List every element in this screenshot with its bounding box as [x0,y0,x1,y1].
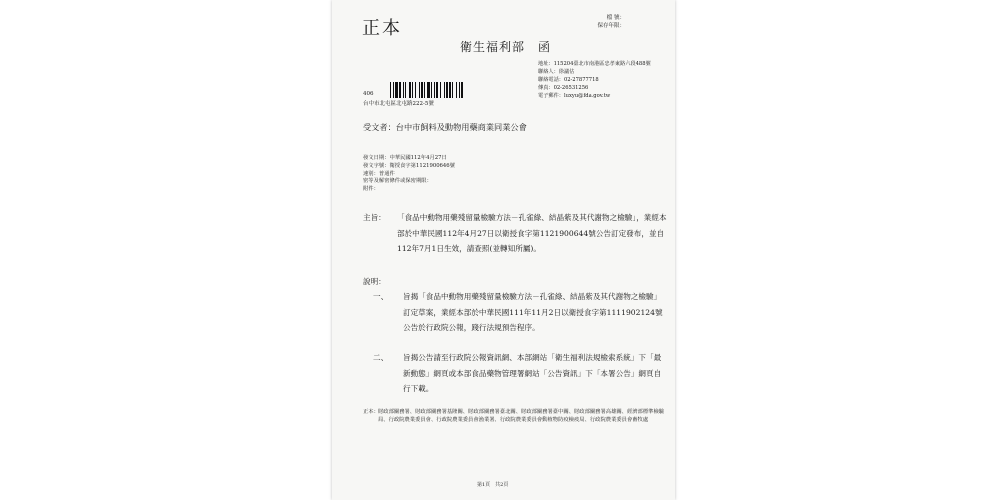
file-info [577,14,625,30]
contact-fax: 傳真：02-26531256 [538,84,589,91]
mail-address: 台中市北屯區北屯路222-5號 [363,101,434,107]
letterhead: 衛生福利部 函 [460,40,552,54]
explanation-item [373,350,663,397]
item-number: 一、 [373,292,389,301]
item-text: 旨揭「食品中動物用藥殘留量檢驗方法－孔雀綠、結晶紫及其代謝物之檢驗」訂定草案，業經本部於中華民國111年11月2日以衛授食字第1111902124號公告於行政院公報，踐行法規預告程序。 [403,292,663,332]
cc-text: 財政部關務署、財政部關務署基隆關、財政部關務署臺北關、財政部關務署臺中關、財政部關務署高雄關、經濟部標準檢驗局、行政院農業委員會、行政院農業委員會漁業署、行政院農業委員會動植物防疫檢疫局、行政院農業委員會畜牧處 [378,409,665,424]
postal-barcode [390,82,490,98]
copy-mark: 正本 [362,18,402,39]
subject-text: 「食品中動物用藥殘留量檢驗方法－孔雀綠、結晶紫及其代謝物之檢驗」，業經本部於中華民國112年4月27日以衛授食字第1121900644號公告訂定發布，並自112年7月1日生效，請查照(並轉知所屬)。 [397,213,667,253]
contact-address: 地址：115204臺北市南港區忠孝東路六段488號 [538,61,651,67]
issue-date: 發文日期：中華民國112年4月27日 [363,155,447,161]
cc-label: 正本： [363,409,379,415]
security-level: 密等及解密條件或保密期限： [363,178,432,185]
contact-phone: 聯絡電話：02-27877718 [538,76,599,83]
contact-email: 電子郵件：luxyu@fda.gov.tw [538,92,611,99]
delivery-speed: 速別：普通件 [363,170,395,177]
contact-person: 聯絡人：徐議估 [538,68,575,75]
postal-zip: 406 [363,91,374,97]
item-text: 旨揭公告請至行政院公報資訊網、本部網站「衛生福利法規檢索系統」下「最新動態」網頁或本部食品藥物管理署網站「公告資訊」下「本署公告」網頁自行下載。 [403,353,662,393]
barcode-bar [463,82,464,98]
document-meta [363,155,455,194]
recipient: 受文者：台中市飼料及動物用藥商業同業公會 [363,122,527,132]
contact-block [538,61,651,101]
item-number: 二、 [373,353,389,362]
explanation-label: 說明： [363,277,386,286]
subject [363,210,668,257]
cc-list [363,408,666,425]
file-number-label: 檔 號： [606,15,625,21]
page-footer: 第1頁 共2頁 [477,482,509,488]
subject-label: 主旨： [363,213,386,222]
document-page [332,0,675,500]
issue-number: 發文字號：衛授食字第1121900646號 [363,162,455,169]
attachment: 附件： [363,186,379,193]
retention-label: 保存年限： [597,23,625,29]
explanation-item [373,289,663,336]
